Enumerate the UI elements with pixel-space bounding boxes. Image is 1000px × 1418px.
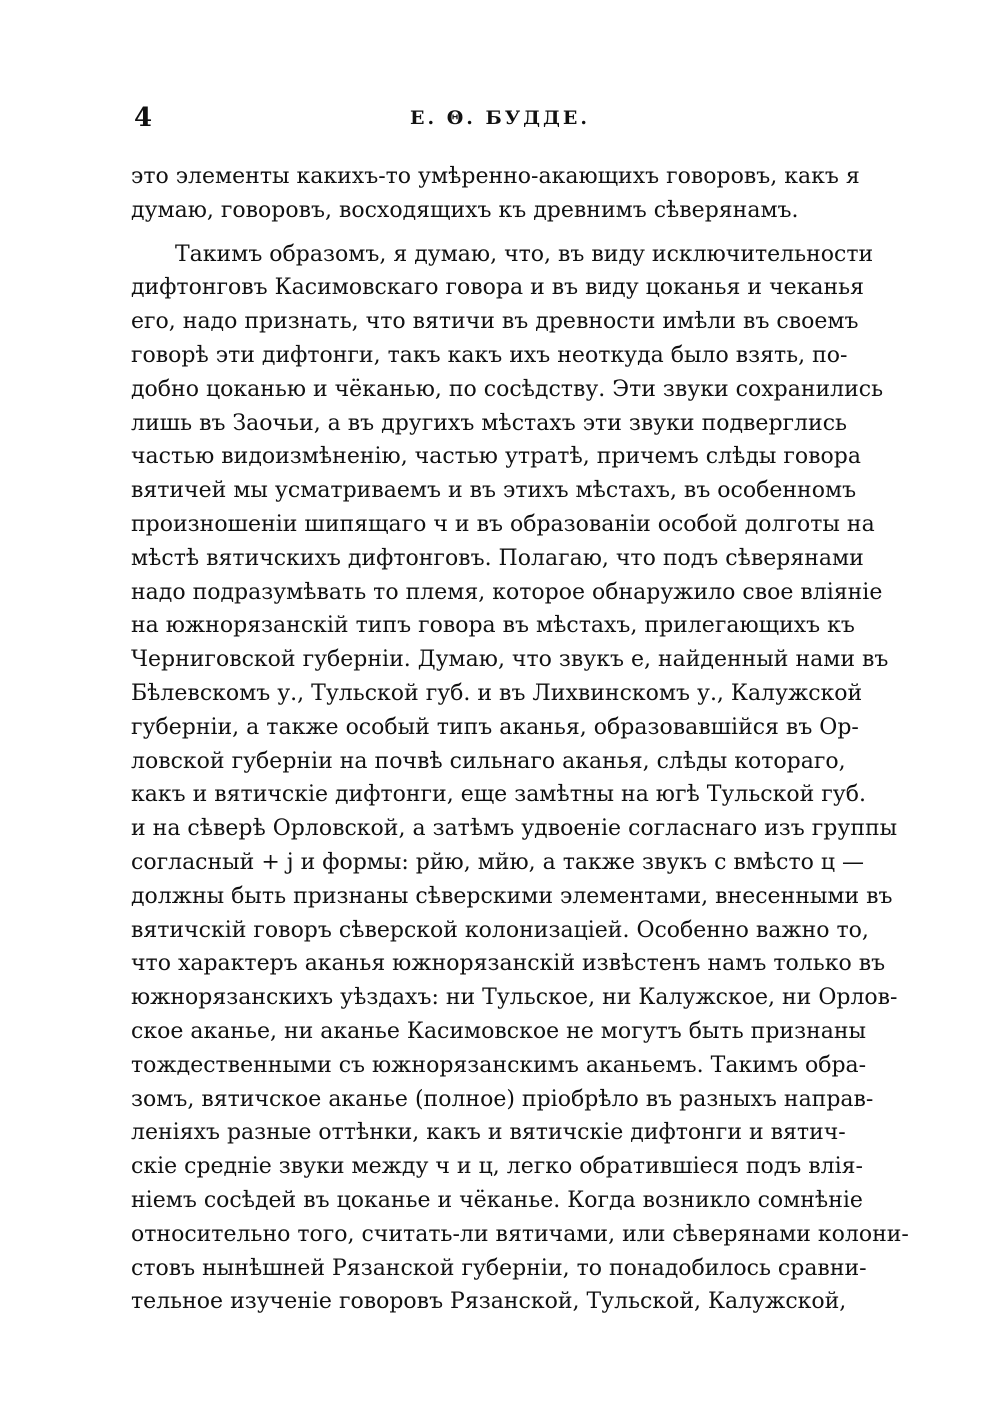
- running-title: Е. Θ. БУДДЕ.: [409, 107, 591, 129]
- text-line: дифтонговъ Касимовскаго говора и въ виду цоканья и чеканья: [131, 275, 865, 301]
- text-line: вятичей мы усматриваемъ и въ этихъ мѣстахъ, въ особенномъ: [131, 478, 857, 504]
- paragraph: [131, 238, 909, 1320]
- text-line: относительно того, считать-ли вятичами, или сѣверянами колони-: [131, 1221, 909, 1247]
- text-line: что характеръ аканья южнорязанскій извѣстенъ намъ только въ: [131, 951, 886, 977]
- text-line: ловской губерніи на почвѣ сильнаго аканья, слѣды котораго,: [131, 748, 846, 774]
- text-line: тельное изученіе говоровъ Рязанской, Тульской, Калужской,: [131, 1289, 847, 1315]
- text-line: Черниговской губерніи. Думаю, что звукъ е, найденный нами въ: [131, 647, 889, 673]
- text-line: частью видоизмѣненію, частью утратѣ, причемъ слѣды говора: [131, 444, 861, 470]
- text-line: добно цоканью и чёканью, по сосѣдству. Эти звуки сохранились: [131, 376, 884, 402]
- text-line: Такимъ образомъ, я думаю, что, въ виду исключительности: [175, 241, 874, 267]
- text-line: ское аканье, ни аканье Касимовское не могутъ быть признаны: [131, 1018, 867, 1044]
- text-line: думаю, говоровъ, восходящихъ къ древнимъ сѣверянамъ.: [131, 197, 799, 223]
- text-line: зомъ, вятичское аканье (полное) пріобрѣло въ разныхъ направ-: [131, 1086, 874, 1112]
- text-line: на южнорязанскій типъ говора въ мѣстахъ, прилегающихъ къ: [131, 613, 855, 639]
- paragraph: [131, 160, 860, 228]
- text-line: это элементы какихъ-то умѣренно-акающихъ говоровъ, какъ я: [131, 164, 860, 189]
- text-line: согласный + j и формы: рйю, мйю, а также звукъ с вмѣсто ц —: [131, 849, 865, 875]
- text-line: произношеніи шипящаго ч и въ образованіи особой долготы на: [131, 511, 875, 537]
- text-line: стовъ нынѣшней Рязанской губерніи, то понадобилось сравни-: [131, 1255, 867, 1281]
- text-line: его, надо признать, что вятичи въ древности имѣли въ своемъ: [131, 309, 859, 335]
- text-line: должны быть признаны сѣверскими элементами, внесенными въ: [131, 883, 893, 909]
- page-number: 4: [134, 103, 153, 133]
- text-line: губерніи, а также особый типъ аканья, образовавшійся въ Ор-: [131, 714, 859, 740]
- text-line: ніемъ сосѣдей въ цоканье и чёканье. Когда возникло сомнѣніе: [131, 1187, 863, 1213]
- text-line: мѣстѣ вятичскихъ дифтонговъ. Полагаю, что подъ сѣверянами: [131, 545, 864, 571]
- text-line: леніяхъ разные оттѣнки, какъ и вятичскіе дифтонги и вятич-: [131, 1120, 846, 1146]
- text-line: лишь въ Заочьи, а въ другихъ мѣстахъ эти звуки подверглись: [131, 410, 847, 436]
- text-line: южнорязанскихъ уѣздахъ: ни Тульское, ни Калужское, ни Орлов-: [131, 985, 898, 1011]
- body-text: [131, 160, 909, 1319]
- text-line: Бѣлевскомъ у., Тульской губ. и въ Лихвинскомъ у., Калужской: [131, 680, 863, 706]
- text-line: вятичскій говоръ сѣверской колонизаціей. Особенно важно то,: [131, 917, 869, 943]
- text-line: скіе средніе звуки между ч и ц, легко обратившіеся подъ влія-: [131, 1154, 863, 1180]
- text-line: надо подразумѣвать то племя, которое обнаружило свое вліяніе: [131, 579, 883, 605]
- text-line: тождественными съ южнорязанскимъ аканьемъ. Такимъ обра-: [131, 1052, 867, 1078]
- text-line: говорѣ эти дифтонги, такъ какъ ихъ неоткуда было взять, по-: [131, 342, 848, 368]
- text-line: какъ и вятичскіе дифтонги, еще замѣтны на югѣ Тульской губ.: [131, 782, 866, 808]
- text-line: и на сѣверѣ Орловской, а затѣмъ удвоеніе согласнаго изъ группы: [131, 816, 898, 842]
